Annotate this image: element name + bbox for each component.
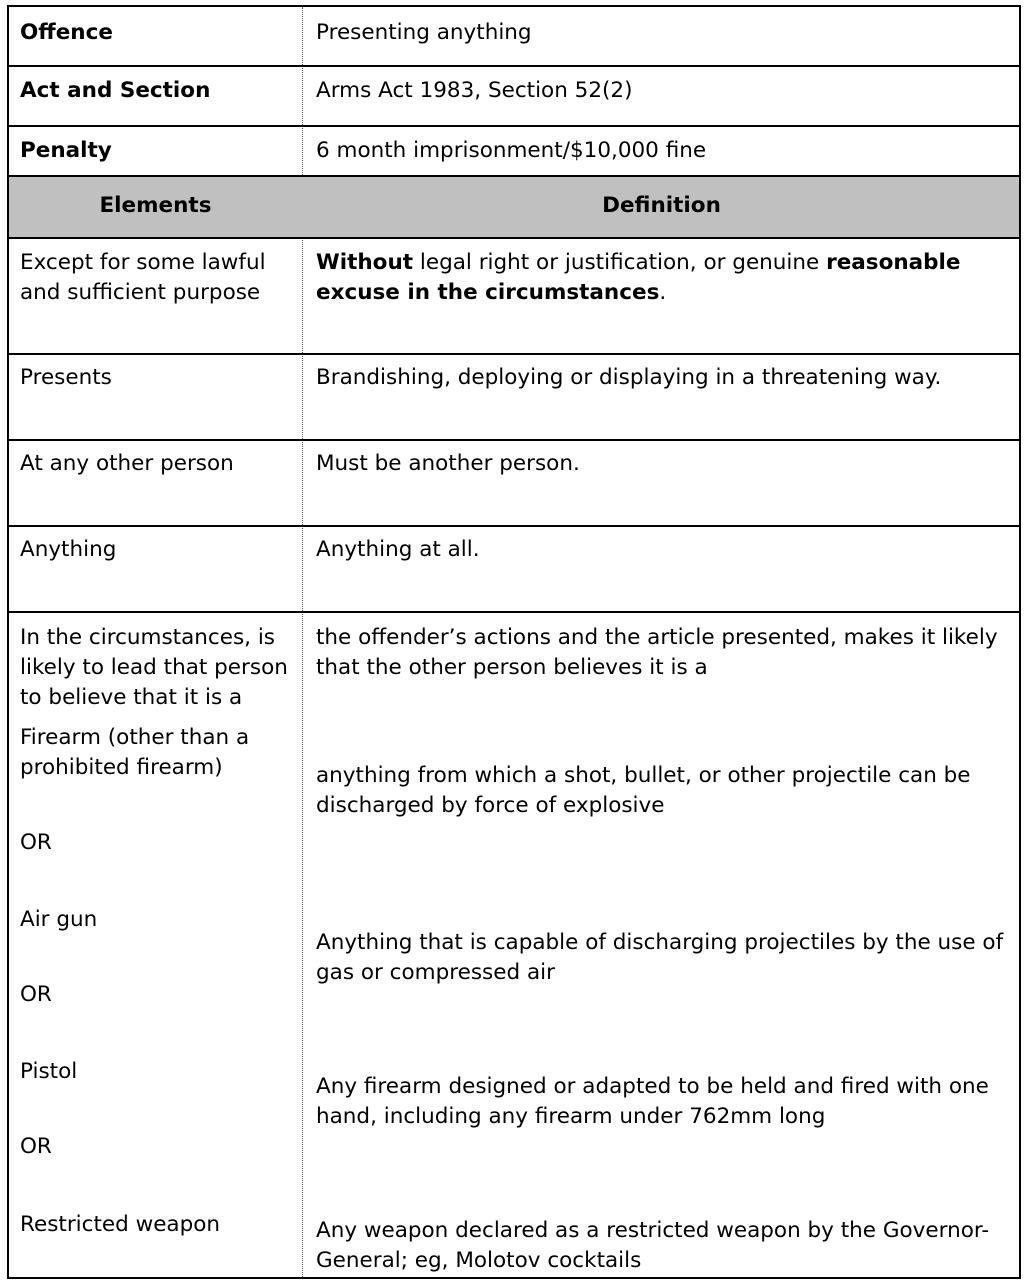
table-row [9, 353, 1019, 439]
act-row [9, 65, 1019, 125]
definition-text: legal right or justification, or genuine [413, 250, 827, 275]
offence-label: Offence [20, 20, 113, 45]
penalty-row [9, 125, 1019, 175]
element-cell: OR [20, 982, 52, 1007]
definition-cell: Anything that is capable of discharging projectiles by the use of gas or compressed air [316, 930, 1004, 985]
element-cell: In the circumstances, is likely to lead that person to believe that it is a [20, 625, 288, 710]
offence-row [9, 7, 1019, 65]
element-cell: Presents [20, 365, 112, 390]
definition-text: . [659, 280, 667, 305]
definition-emphasis: Without [316, 250, 414, 275]
element-cell: OR [20, 830, 52, 855]
table-row [9, 237, 1019, 353]
definition-cell: Any weapon declared as a restricted weapon by the Governor-General; eg, Molotov cocktails [316, 1218, 990, 1273]
definition-header: Definition [602, 193, 721, 218]
table-row [9, 439, 1019, 525]
penalty-label: Penalty [20, 138, 112, 163]
penalty-value: 6 month imprisonment/$10,000 fine [316, 138, 707, 163]
element-cell: Anything [20, 537, 117, 562]
element-cell: Except for some lawful and sufficient purpose [20, 250, 266, 305]
definition-cell: Must be another person. [316, 451, 580, 476]
definition-cell: the offender’s actions and the article presented, makes it likely that the other person believes it is a [316, 625, 998, 680]
elements-header: Elements [99, 193, 212, 218]
act-label: Act and Section [20, 78, 211, 103]
element-cell: Restricted weapon [20, 1212, 221, 1237]
table-row [9, 611, 1019, 1277]
offence-value: Presenting anything [316, 20, 532, 45]
element-cell: Firearm (other than a prohibited firearm) [20, 725, 250, 780]
element-cell: At any other person [20, 451, 234, 476]
definition-cell: Any firearm designed or adapted to be held and fired with one hand, including any firearm under 762mm long [316, 1074, 989, 1129]
definition-cell: Anything at all. [316, 537, 480, 562]
definition-cell: Brandishing, deploying or displaying in a threatening way. [316, 365, 942, 390]
element-cell: OR [20, 1134, 52, 1159]
offence-table [7, 5, 1021, 1279]
column-header-row [9, 175, 1019, 237]
table-row [9, 525, 1019, 611]
act-value: Arms Act 1983, Section 52(2) [316, 78, 633, 103]
definition-emphasis: reasonable excuse in the circumstances [316, 250, 961, 305]
definition-cell [316, 248, 1006, 308]
element-cell: Pistol [20, 1059, 78, 1084]
element-cell: Air gun [20, 907, 98, 932]
definition-cell: anything from which a shot, bullet, or other projectile can be discharged by force of explosive [316, 763, 971, 818]
